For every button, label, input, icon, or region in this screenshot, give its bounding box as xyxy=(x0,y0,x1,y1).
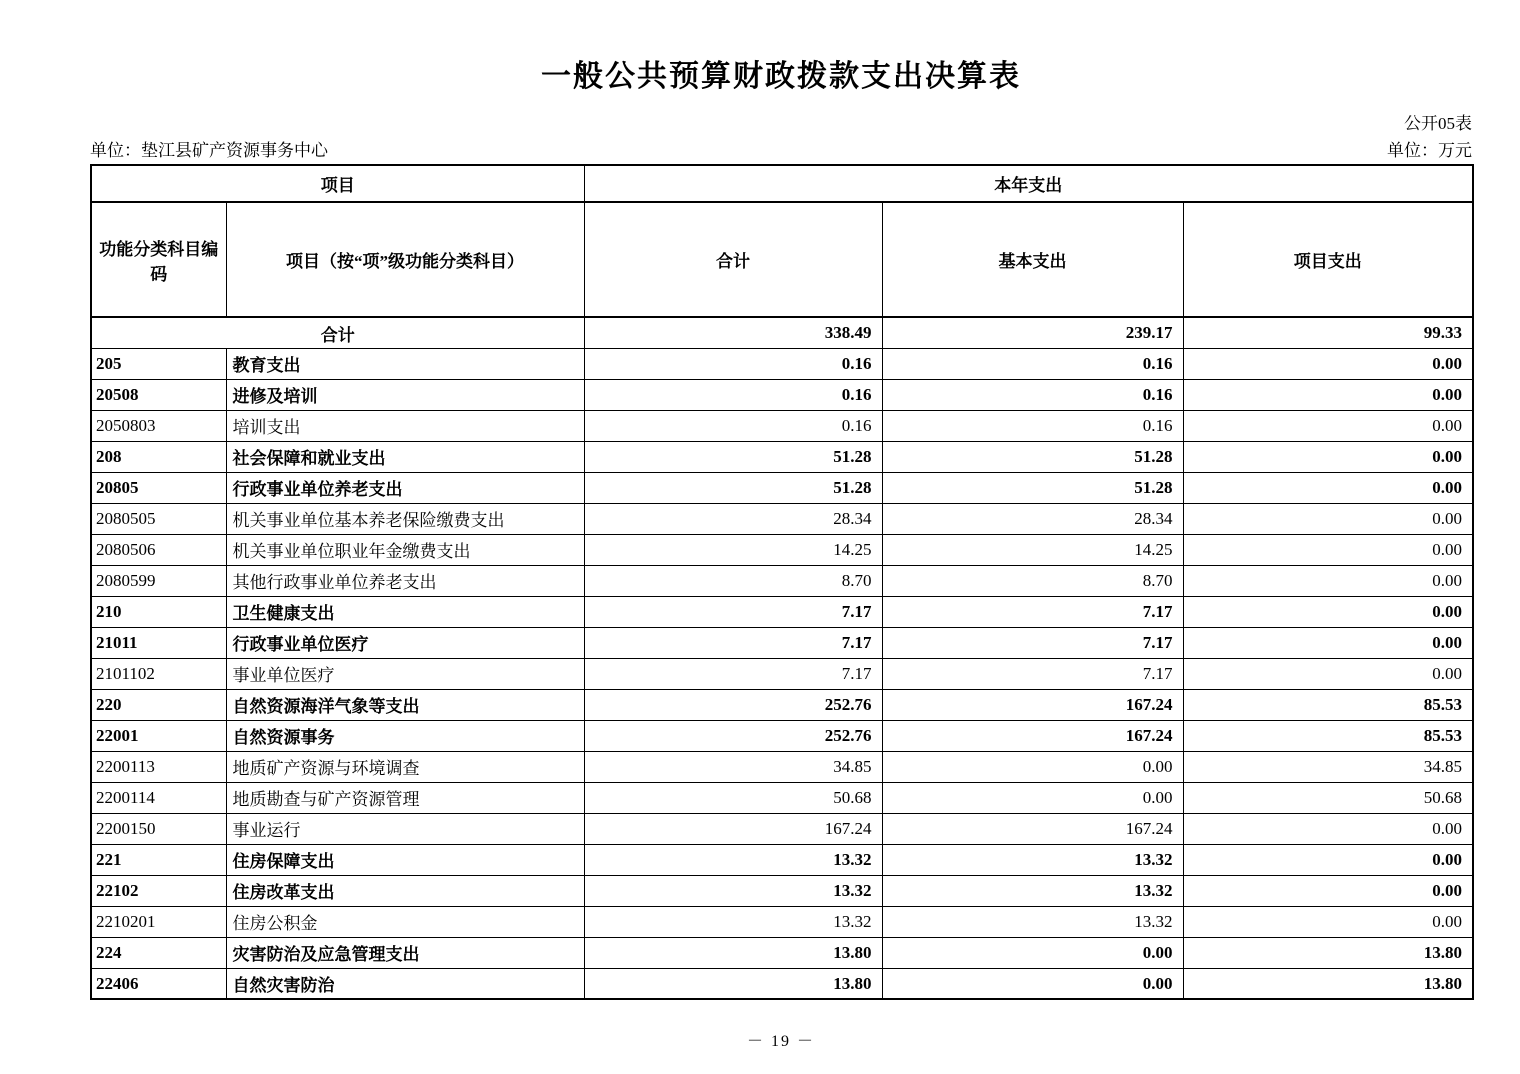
total-row-project-value: 99.33 xyxy=(1183,317,1473,348)
cell-total-value: 13.32 xyxy=(584,906,882,937)
cell-project-value: 0.00 xyxy=(1183,348,1473,379)
cell-item-name: 社会保障和就业支出 xyxy=(226,441,584,472)
cell-project-value: 0.00 xyxy=(1183,875,1473,906)
cell-item-name: 自然资源海洋气象等支出 xyxy=(226,689,584,720)
total-row-basic-value: 239.17 xyxy=(882,317,1183,348)
unit-line xyxy=(90,141,1472,161)
cell-item-name: 自然灾害防治 xyxy=(226,968,584,999)
table-row xyxy=(91,596,1473,627)
cell-function-code: 22102 xyxy=(91,875,226,906)
cell-item-name: 行政事业单位医疗 xyxy=(226,627,584,658)
cell-total-value: 0.16 xyxy=(584,348,882,379)
cell-basic-value: 167.24 xyxy=(882,720,1183,751)
cell-project-value: 13.80 xyxy=(1183,937,1473,968)
cell-function-code: 2200150 xyxy=(91,813,226,844)
cell-item-name: 住房公积金 xyxy=(226,906,584,937)
cell-project-value: 50.68 xyxy=(1183,782,1473,813)
cell-function-code: 2200113 xyxy=(91,751,226,782)
cell-function-code: 208 xyxy=(91,441,226,472)
page-number: － 19 － xyxy=(746,1033,815,1051)
cell-item-name: 行政事业单位养老支出 xyxy=(226,472,584,503)
page-title: 一般公共预算财政拨款支出决算表 xyxy=(541,60,1021,93)
table-row xyxy=(91,379,1473,410)
cell-function-code: 2080505 xyxy=(91,503,226,534)
table-row xyxy=(91,906,1473,937)
cell-item-name: 地质勘查与矿产资源管理 xyxy=(226,782,584,813)
cell-basic-value: 167.24 xyxy=(882,813,1183,844)
header-col-item-name: 项目（按“项”级功能分类科目） xyxy=(226,202,584,317)
table-row xyxy=(91,968,1473,999)
cell-project-value: 0.00 xyxy=(1183,534,1473,565)
table-body xyxy=(91,317,1473,999)
header-col-basic-expenditure: 基本支出 xyxy=(882,202,1183,317)
cell-basic-value: 7.17 xyxy=(882,596,1183,627)
cell-basic-value: 0.16 xyxy=(882,379,1183,410)
cell-basic-value: 13.32 xyxy=(882,875,1183,906)
cell-basic-value: 13.32 xyxy=(882,906,1183,937)
cell-item-name: 机关事业单位职业年金缴费支出 xyxy=(226,534,584,565)
cell-total-value: 13.32 xyxy=(584,844,882,875)
cell-basic-value: 0.16 xyxy=(882,410,1183,441)
table-column-header-row xyxy=(91,202,1473,317)
cell-total-value: 0.16 xyxy=(584,410,882,441)
cell-project-value: 0.00 xyxy=(1183,813,1473,844)
table-row xyxy=(91,844,1473,875)
cell-function-code: 20805 xyxy=(91,472,226,503)
cell-item-name: 住房改革支出 xyxy=(226,875,584,906)
cell-project-value: 0.00 xyxy=(1183,503,1473,534)
header-year-expenditure-group: 本年支出 xyxy=(584,165,1473,202)
cell-basic-value: 13.32 xyxy=(882,844,1183,875)
table-row xyxy=(91,689,1473,720)
header-col-function-code: 功能分类科目编码 xyxy=(91,202,226,317)
cell-function-code: 21011 xyxy=(91,627,226,658)
cell-function-code: 2080506 xyxy=(91,534,226,565)
cell-total-value: 167.24 xyxy=(584,813,882,844)
header-item-group: 项目 xyxy=(91,165,584,202)
table-row xyxy=(91,720,1473,751)
cell-item-name: 进修及培训 xyxy=(226,379,584,410)
cell-function-code: 221 xyxy=(91,844,226,875)
total-row-total-value: 338.49 xyxy=(584,317,882,348)
table-row xyxy=(91,565,1473,596)
cell-total-value: 28.34 xyxy=(584,503,882,534)
cell-total-value: 34.85 xyxy=(584,751,882,782)
table-row xyxy=(91,534,1473,565)
cell-total-value: 13.80 xyxy=(584,937,882,968)
cell-item-name: 灾害防治及应急管理支出 xyxy=(226,937,584,968)
total-row-label: 合计 xyxy=(91,317,584,348)
cell-total-value: 7.17 xyxy=(584,596,882,627)
cell-function-code: 20508 xyxy=(91,379,226,410)
cell-project-value: 0.00 xyxy=(1183,596,1473,627)
header-col-project-expenditure: 项目支出 xyxy=(1183,202,1473,317)
cell-function-code: 205 xyxy=(91,348,226,379)
cell-function-code: 220 xyxy=(91,689,226,720)
table-row xyxy=(91,658,1473,689)
cell-function-code: 2080599 xyxy=(91,565,226,596)
cell-project-value: 0.00 xyxy=(1183,565,1473,596)
table-group-header-row xyxy=(91,165,1473,202)
table-row xyxy=(91,472,1473,503)
cell-total-value: 7.17 xyxy=(584,627,882,658)
cell-item-name: 教育支出 xyxy=(226,348,584,379)
table-row xyxy=(91,782,1473,813)
cell-basic-value: 7.17 xyxy=(882,658,1183,689)
cell-function-code: 210 xyxy=(91,596,226,627)
cell-item-name: 地质矿产资源与环境调查 xyxy=(226,751,584,782)
cell-item-name: 机关事业单位基本养老保险缴费支出 xyxy=(226,503,584,534)
cell-basic-value: 51.28 xyxy=(882,441,1183,472)
cell-function-code: 2210201 xyxy=(91,906,226,937)
table-row xyxy=(91,441,1473,472)
cell-function-code: 22406 xyxy=(91,968,226,999)
table-row xyxy=(91,410,1473,441)
unit-name-label: 单位：垫江县矿产资源事务中心 xyxy=(90,140,328,160)
cell-project-value: 34.85 xyxy=(1183,751,1473,782)
table-row xyxy=(91,937,1473,968)
cell-project-value: 0.00 xyxy=(1183,627,1473,658)
cell-item-name: 事业运行 xyxy=(226,813,584,844)
cell-total-value: 14.25 xyxy=(584,534,882,565)
cell-total-value: 50.68 xyxy=(584,782,882,813)
cell-basic-value: 14.25 xyxy=(882,534,1183,565)
cell-function-code: 224 xyxy=(91,937,226,968)
table-code-label: 公开05表 xyxy=(1404,113,1472,133)
cell-function-code: 2101102 xyxy=(91,658,226,689)
cell-project-value: 13.80 xyxy=(1183,968,1473,999)
cell-project-value: 85.53 xyxy=(1183,720,1473,751)
table-row xyxy=(91,503,1473,534)
cell-function-code: 2050803 xyxy=(91,410,226,441)
header-col-total: 合计 xyxy=(584,202,882,317)
table-row xyxy=(91,813,1473,844)
cell-function-code: 22001 xyxy=(91,720,226,751)
cell-total-value: 8.70 xyxy=(584,565,882,596)
table-total-row xyxy=(91,317,1473,348)
cell-total-value: 13.80 xyxy=(584,968,882,999)
budget-table xyxy=(90,164,1474,1000)
cell-basic-value: 167.24 xyxy=(882,689,1183,720)
cell-basic-value: 7.17 xyxy=(882,627,1183,658)
cell-project-value: 0.00 xyxy=(1183,441,1473,472)
cell-total-value: 252.76 xyxy=(584,720,882,751)
cell-project-value: 0.00 xyxy=(1183,844,1473,875)
cell-project-value: 0.00 xyxy=(1183,658,1473,689)
cell-basic-value: 0.00 xyxy=(882,782,1183,813)
cell-basic-value: 0.00 xyxy=(882,937,1183,968)
table-row xyxy=(91,875,1473,906)
table-row xyxy=(91,627,1473,658)
cell-basic-value: 0.00 xyxy=(882,968,1183,999)
cell-total-value: 51.28 xyxy=(584,472,882,503)
cell-project-value: 0.00 xyxy=(1183,379,1473,410)
cell-total-value: 7.17 xyxy=(584,658,882,689)
table-row xyxy=(91,751,1473,782)
cell-total-value: 13.32 xyxy=(584,875,882,906)
unit-currency-label: 单位：万元 xyxy=(1387,140,1472,160)
cell-project-value: 0.00 xyxy=(1183,472,1473,503)
cell-item-name: 培训支出 xyxy=(226,410,584,441)
cell-item-name: 其他行政事业单位养老支出 xyxy=(226,565,584,596)
cell-project-value: 85.53 xyxy=(1183,689,1473,720)
cell-basic-value: 0.00 xyxy=(882,751,1183,782)
table-row xyxy=(91,348,1473,379)
cell-basic-value: 28.34 xyxy=(882,503,1183,534)
cell-basic-value: 51.28 xyxy=(882,472,1183,503)
cell-item-name: 住房保障支出 xyxy=(226,844,584,875)
cell-basic-value: 8.70 xyxy=(882,565,1183,596)
cell-project-value: 0.00 xyxy=(1183,410,1473,441)
cell-function-code: 2200114 xyxy=(91,782,226,813)
cell-item-name: 卫生健康支出 xyxy=(226,596,584,627)
cell-total-value: 252.76 xyxy=(584,689,882,720)
cell-item-name: 事业单位医疗 xyxy=(226,658,584,689)
cell-project-value: 0.00 xyxy=(1183,906,1473,937)
cell-total-value: 51.28 xyxy=(584,441,882,472)
cell-item-name: 自然资源事务 xyxy=(226,720,584,751)
cell-total-value: 0.16 xyxy=(584,379,882,410)
cell-basic-value: 0.16 xyxy=(882,348,1183,379)
